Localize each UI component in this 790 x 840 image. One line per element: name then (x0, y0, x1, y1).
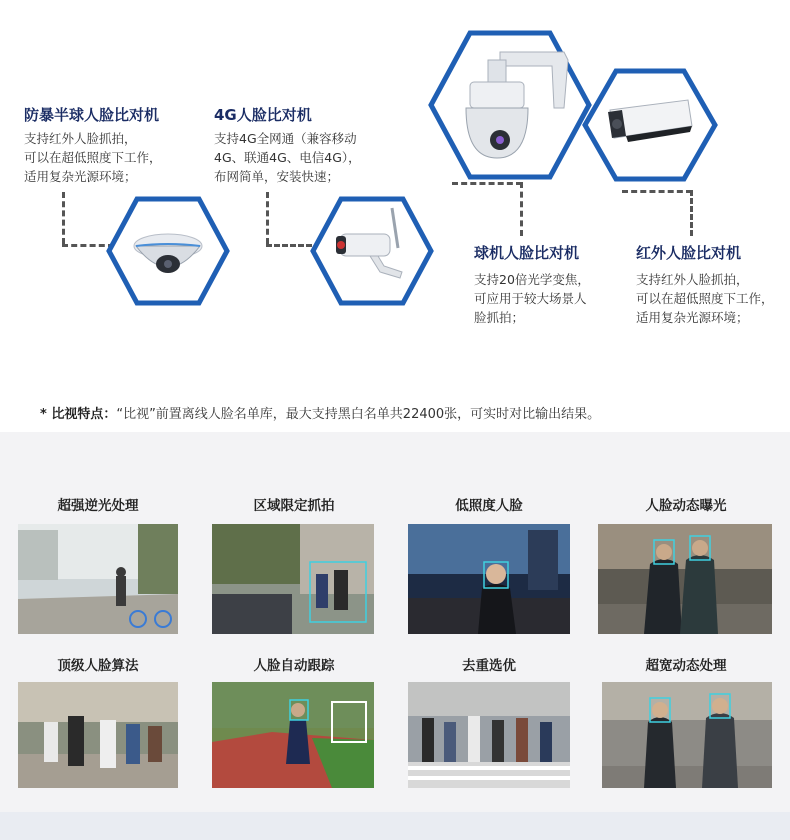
feature-title: 区域限定抓拍 (253, 498, 335, 514)
desc-line: 支持20倍光学变焦， (474, 272, 590, 287)
desc-line: 支持红外人脸抓拍， (636, 272, 749, 287)
connector-line (520, 182, 523, 236)
bottom-strip (0, 812, 790, 840)
connector-line (622, 190, 692, 193)
region-capture-photo (212, 524, 374, 634)
connector-line (452, 182, 522, 185)
desc-line: 可以在超低照度下工作， (636, 291, 774, 306)
wide-dynamic-photo (602, 682, 772, 788)
desc-line: 布网简单，安装快速； (214, 169, 340, 184)
connector-line (266, 244, 312, 247)
feature-title: 去重选优 (462, 658, 516, 674)
auto-tracking-photo (212, 682, 374, 788)
dome-camera-desc (24, 129, 162, 186)
feature-title: 人脸动态曝光 (645, 498, 727, 514)
connector-line (266, 192, 269, 244)
ir-camera-hexagon (582, 68, 718, 182)
ptz-camera-title: 球机人脸比对机 (474, 244, 580, 262)
dynamic-exposure-photo (598, 524, 772, 634)
connector-line (62, 192, 65, 244)
feature-note-text: “比视”前置离线人脸名单库，最大支持黑白名单共22400张，可实时对比输出结果。 (116, 407, 601, 422)
desc-line: 可以在超低照度下工作， (24, 150, 162, 165)
feature-title: 顶级人脸算法 (57, 658, 139, 674)
4g-camera-title: 4G人脸比对机 (214, 106, 312, 124)
feature-title: 超宽动态处理 (645, 658, 727, 674)
desc-line: 脸抓拍； (474, 310, 525, 325)
ptz-camera-desc (474, 270, 590, 327)
desc-line: 4G、联通4G、电信4G）， (214, 150, 361, 165)
face-algorithm-photo (18, 682, 178, 788)
desc-line: 支持红外人脸抓拍， (24, 131, 137, 146)
feature-title: 超强逆光处理 (57, 498, 139, 514)
backlight-photo (18, 524, 178, 634)
connector-line (690, 190, 693, 236)
4g-camera-hexagon (310, 196, 434, 306)
feature-title: 人脸自动跟踪 (253, 658, 335, 674)
low-light-photo (408, 524, 570, 634)
feature-note-label: * 比视特点： (40, 407, 117, 422)
desc-line: 适用复杂光源环境； (636, 310, 749, 325)
feature-title: 低照度人脸 (455, 498, 523, 514)
desc-line: 可应用于较大场景人 (474, 291, 587, 306)
dome-camera-title: 防暴半球人脸比对机 (24, 106, 160, 124)
desc-line: 支持4G全网通（兼容移动 (214, 131, 357, 146)
dedup-optimize-photo (408, 682, 570, 788)
ptz-camera-hexagon (428, 30, 592, 180)
desc-line: 适用复杂光源环境； (24, 169, 137, 184)
4g-camera-desc (214, 129, 361, 186)
ir-camera-desc (636, 270, 774, 327)
dome-camera-hexagon (106, 196, 230, 306)
ir-camera-title: 红外人脸比对机 (636, 244, 742, 262)
feature-note (40, 403, 600, 422)
